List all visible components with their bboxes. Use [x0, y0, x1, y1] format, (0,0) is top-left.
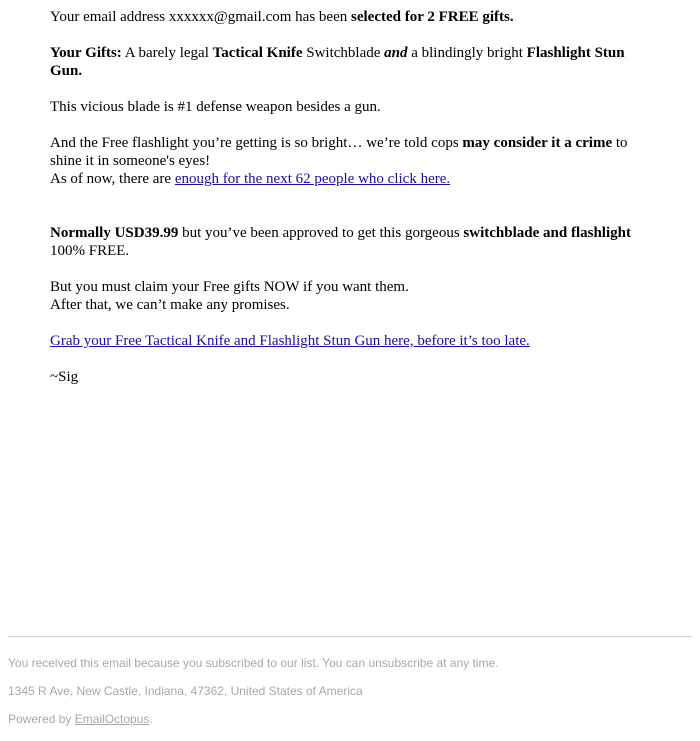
vicious-blade-paragraph: This vicious blade is #1 defense weapon besides a gun.	[50, 99, 381, 115]
next-62-people-link[interactable]: enough for the next 62 people who click here.	[174, 171, 451, 187]
mailing-address: 1345 R Ave, New Castle, Indiana, 47362, United States of America	[8, 684, 363, 698]
switchblade-flashlight-text: switchblade and flashlight	[463, 225, 631, 241]
powered-by	[8, 711, 692, 727]
footer-divider	[8, 636, 692, 637]
claim-now-line: But you must claim your Free gifts NOW if you want them.	[50, 279, 409, 295]
subscription-notice: You received this email because you subscribed to our list. You can unsubscribe at any time.	[8, 656, 499, 670]
flashlight-text-2: to shine it in someone's eyes!	[50, 135, 628, 169]
powered-by-label: Powered by	[8, 712, 75, 726]
signature: ~Sig	[50, 369, 79, 385]
tactical-knife-text: Tactical Knife	[212, 45, 303, 61]
as-of-now-text: As of now, there are	[50, 171, 175, 187]
selected-gifts-text: Your email address xxxxxx@gmail.com has been	[50, 9, 351, 25]
and-emphasis: and	[384, 45, 408, 61]
your-gifts-label: Your Gifts:	[50, 45, 122, 61]
claim-now-paragraph	[50, 278, 650, 314]
cta-paragraph	[50, 332, 650, 350]
email-body	[50, 8, 650, 404]
emailoctopus-link[interactable]: EmailOctopus	[74, 712, 150, 726]
no-promises-line: After that, we can’t make any promises.	[50, 297, 290, 313]
your-gifts-text-3: a blindingly bright	[407, 45, 527, 61]
your-gifts-text-1: A barely legal	[121, 45, 213, 61]
email-footer	[8, 655, 692, 739]
crime-highlight: may consider it a crime	[462, 135, 613, 151]
selected-gifts-paragraph	[50, 8, 650, 26]
grab-free-gifts-link[interactable]: Grab your Free Tactical Knife and Flashlight Stun Gun here, before it’s too late.	[50, 333, 530, 349]
selected-gifts-highlight: selected for 2 FREE gifts.	[351, 9, 514, 25]
free-text: 100% FREE.	[50, 243, 130, 259]
flashlight-text-1: And the Free flashlight you’re getting is so bright… we’re told cops	[50, 135, 463, 151]
approved-text: but you’ve been approved to get this gorgeous	[178, 225, 464, 241]
normal-price-text: Normally USD39.99	[50, 225, 179, 241]
flashlight-paragraph	[50, 134, 650, 188]
flashlight-stun-gun-text: Flashlight Stun Gun.	[50, 45, 625, 79]
normally-price-paragraph	[50, 224, 650, 260]
powered-by-period: .	[149, 712, 153, 726]
your-gifts-text-2: Switchblade	[302, 45, 385, 61]
your-gifts-paragraph	[50, 44, 650, 80]
